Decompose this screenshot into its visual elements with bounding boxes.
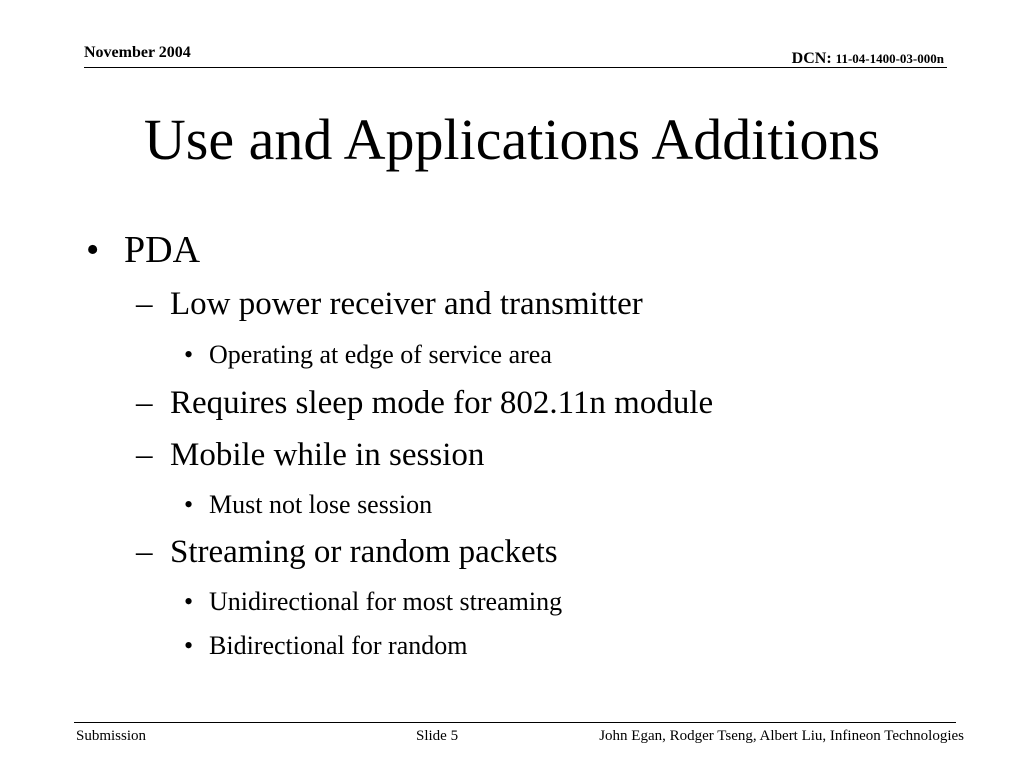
bullet-text: Requires sleep mode for 802.11n module — [170, 385, 714, 421]
bullet-marker: • — [184, 340, 194, 369]
bullet-item — [184, 340, 552, 370]
bullet-marker: • — [184, 587, 194, 616]
footer-authors: John Egan, Rodger Tseng, Albert Liu, Infineon Technologies — [599, 728, 964, 744]
bullet-item — [136, 385, 713, 422]
bullet-item — [136, 437, 484, 474]
bullet-item — [86, 228, 200, 272]
bullet-marker: – — [136, 437, 153, 473]
bullet-marker: – — [136, 534, 153, 570]
dcn-label: DCN: — [791, 50, 832, 67]
dcn-number: 11-04-1400-03-000n — [835, 51, 944, 66]
header-date: November 2004 — [84, 44, 191, 61]
bullet-item — [136, 286, 643, 323]
bullet-marker: • — [184, 631, 194, 660]
bullet-marker: • — [184, 490, 194, 519]
footer-submission: Submission — [76, 728, 147, 744]
bullet-text: Mobile while in session — [170, 437, 485, 473]
bullet-text: Low power receiver and transmitter — [170, 286, 643, 322]
footer-slide-number: Slide 5 — [416, 728, 459, 744]
bullet-text: Operating at edge of service area — [209, 340, 552, 369]
bullet-text: Unidirectional for most streaming — [209, 587, 563, 616]
bullet-item — [136, 534, 558, 571]
bullet-marker: – — [136, 385, 153, 421]
bullet-text: Bidirectional for random — [209, 631, 468, 660]
bullet-item — [184, 631, 467, 661]
bullet-marker: – — [136, 286, 153, 322]
bullet-item — [184, 587, 562, 617]
bullet-text: Must not lose session — [209, 490, 433, 519]
bullet-marker: • — [86, 229, 100, 271]
slide-title: Use and Applications Additions — [143, 107, 881, 172]
footer-rule — [74, 722, 956, 723]
bullet-text: PDA — [124, 229, 201, 271]
bullet-text: Streaming or random packets — [170, 534, 558, 570]
bullet-item — [184, 490, 432, 520]
